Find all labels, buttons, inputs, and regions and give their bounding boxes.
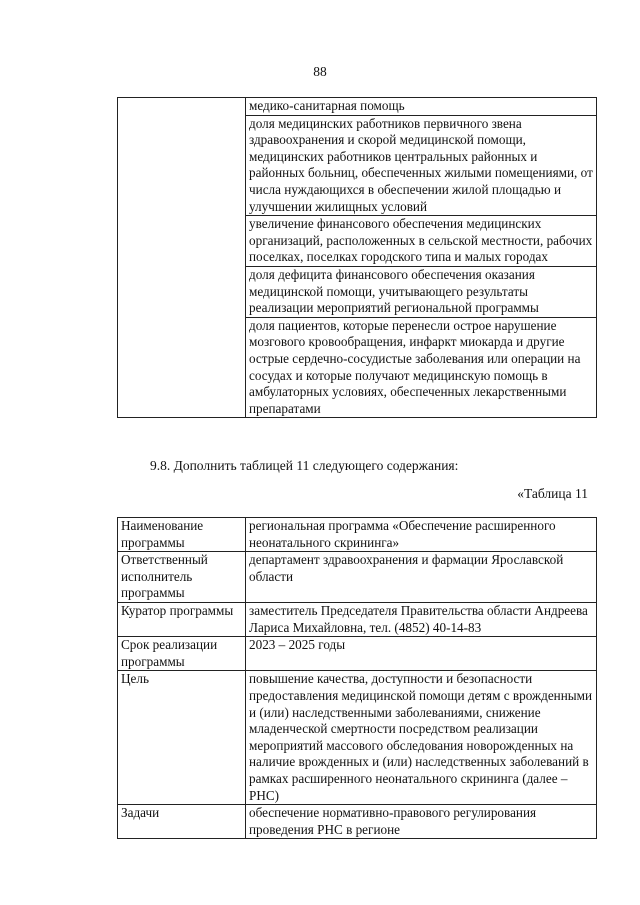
row-value: департамент здравоохранения и фармации Ярославской области xyxy=(246,552,597,603)
row-value: повышение качества, доступности и безопасности предоставления медицинской помощи детям с врожденными и (или) наследственными заболеваниями, снижение младенческой смертности посредством реализации мероприятий массового обследования новорожденных на наличие врожденных и (или) наследственных заболеваний в рамках расширенного неонатального скрининга (далее – РНС) xyxy=(246,671,597,805)
row-value: 2023 – 2025 годы xyxy=(246,637,597,671)
table-cell: медико-санитарная помощь xyxy=(246,98,597,116)
row-value: заместитель Председателя Правительства области Андреева Лариса Михайловна, тел. (4852) 40-14-83 xyxy=(246,602,597,636)
row-value: обеспечение нормативно-правового регулирования проведения РНС в регионе xyxy=(246,805,597,839)
indicators-table xyxy=(117,97,597,418)
program-passport-table xyxy=(117,517,597,839)
row-label: Куратор программы xyxy=(118,602,246,636)
table-caption: «Таблица 11 xyxy=(517,486,588,501)
row-label: Ответственный исполнитель программы xyxy=(118,552,246,603)
row-label: Задачи xyxy=(118,805,246,839)
table-row xyxy=(118,805,597,839)
page-number: 88 xyxy=(313,64,327,79)
table-cell: увеличение финансового обеспечения медицинских организаций, расположенных в сельской местности, рабочих поселках, поселках городского типа и малых городах xyxy=(246,216,597,267)
row-value: региональная программа «Обеспечение расширенного неонатального скрининга» xyxy=(246,518,597,552)
table-cell: доля дефицита финансового обеспечения оказания медицинской помощи, учитывающего результаты реализации мероприятий региональной программы xyxy=(246,266,597,317)
row-label: Цель xyxy=(118,671,246,805)
table-cell: доля пациентов, которые перенесли острое нарушение мозгового кровообращения, инфаркт миокарда и другие острые сердечно-сосудистые заболевания или операции на сосудах и которые получают медицинскую помощь в амбулаторных условиях, обеспеченных лекарственными препаратами xyxy=(246,317,597,418)
table-row xyxy=(118,518,597,552)
table-row xyxy=(118,552,597,603)
table-row xyxy=(118,637,597,671)
table-row xyxy=(118,98,597,116)
instruction-text: 9.8. Дополнить таблицей 11 следующего содержания: xyxy=(150,458,459,473)
table-cell: доля медицинских работников первичного звена здравоохранения и скорой медицинской помощи, медицинских работников центральных районных и районных больниц, обеспеченных жилыми помещениями, от числа нуждающихся в обеспечении жилой площадью и улучшении жилищных условий xyxy=(246,115,597,216)
table-row xyxy=(118,671,597,805)
row-label: Срок реализации программы xyxy=(118,637,246,671)
table-row xyxy=(118,602,597,636)
table-cell-empty xyxy=(118,98,246,418)
row-label: Наименование программы xyxy=(118,518,246,552)
